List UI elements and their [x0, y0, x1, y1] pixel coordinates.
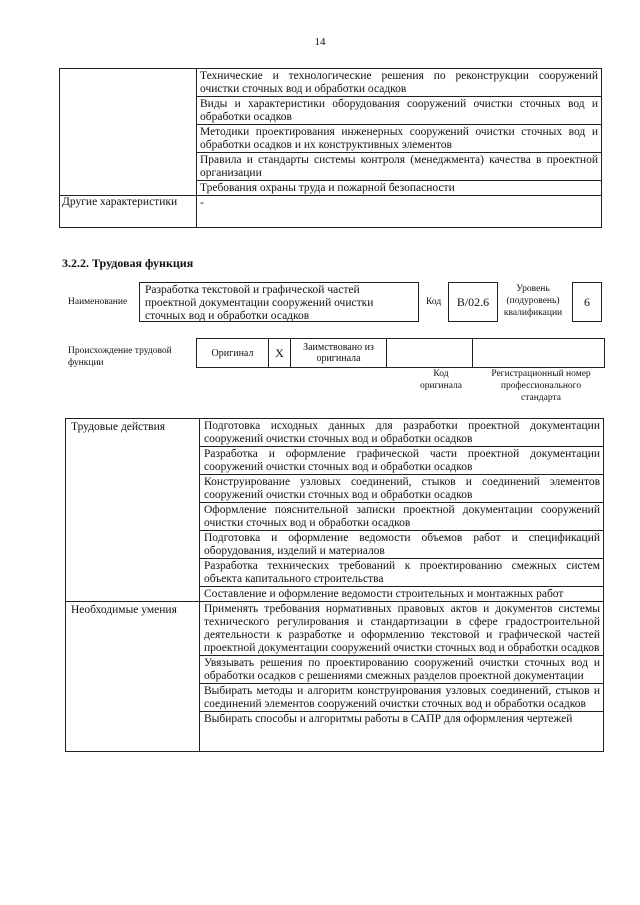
original-label: Оригинал — [197, 339, 269, 368]
origin-code-caption: Код оригинала — [420, 369, 462, 391]
origin-label: Происхождение трудовой функции — [68, 346, 172, 368]
qualification-level-box — [572, 282, 602, 322]
origin-reg-cell — [473, 339, 605, 368]
knowledge-item: Правила и стандарты системы контроля (менеджмента) качества в проектной организации — [197, 153, 602, 181]
name-label: Наименование — [68, 297, 128, 307]
qualification-level-value: 6 — [584, 294, 590, 309]
labor-action-item: Составление и оформление ведомости строительных и монтажных работ — [200, 587, 604, 602]
labor-action-item: Разработка и оформление графической части проектной документации сооружений очистки сточных вод и обработки осадков — [200, 447, 604, 475]
original-mark: X — [269, 339, 291, 368]
labor-action-item: Подготовка и оформление ведомости объемов работ и спецификаций оборудования, изделий и материалов — [200, 531, 604, 559]
knowledge-item: Технические и технологические решения по реконструкции сооружений очистки сточных вод и обработки осадков — [197, 69, 602, 97]
function-code-box — [448, 282, 498, 322]
skills-label: Необходимые умения — [66, 602, 200, 752]
skill-item: Выбирать способы и алгоритмы работы в САПР для оформления чертежей — [200, 712, 604, 752]
labor-action-item: Конструирование узловых соединений, стыков и соединений элементов сооружений очистки сточных вод и обработки осадков — [200, 475, 604, 503]
origin-reg-caption: Регистрационный номер профессионального стандарта — [491, 369, 591, 403]
page-number: 14 — [314, 36, 326, 48]
function-name-box — [139, 282, 419, 322]
section-title: 3.2.2. Трудовая функция — [62, 256, 194, 270]
knowledge-item: Требования охраны труда и пожарной безопасности — [197, 181, 602, 196]
labor-actions-label: Трудовые действия — [66, 419, 200, 602]
function-name-value: Разработка текстовой и графической частей проектной документации сооружений очистки сточных вод и обработки осадков — [145, 284, 374, 322]
other-characteristics-label: Другие характеристики — [60, 196, 197, 228]
origin-table — [196, 338, 605, 368]
qualification-level-label: Уровень (подуровень) квалификации — [503, 284, 563, 318]
knowledge-label-cell — [60, 69, 197, 196]
origin-code-cell — [387, 339, 473, 368]
labor-action-item: Разработка технических требований к проектированию смежных систем объекта капитального строительства — [200, 559, 604, 587]
knowledge-item: Виды и характеристики оборудования сооружений очистки сточных вод и обработки осадков — [197, 97, 602, 125]
other-characteristics-value: - — [197, 196, 602, 228]
labor-action-item: Подготовка исходных данных для разработки проектной документации сооружений очистки сточных вод и обработки осадков — [200, 419, 604, 447]
code-label: Код — [426, 297, 442, 307]
skill-item: Применять требования нормативных правовых актов и документов системы технического регулирования и стандартизации в сфере градостроительной деятельности к разработке и оформлению текстовой и графической частей проектной документации сооружений очистки сточных вод и обработки осадков — [200, 602, 604, 656]
skill-item: Выбирать методы и алгоритм конструирования узловых соединений, стыков и соединений элементов сооружений очистки сточных вод и обработки осадков — [200, 684, 604, 712]
labor-action-item: Оформление пояснительной записки проектной документации сооружений очистки сточных вод и обработки осадков — [200, 503, 604, 531]
skill-item: Увязывать решения по проектированию сооружений очистки сточных вод и обработки осадков с решениями смежных разделов проектной документации — [200, 656, 604, 684]
knowledge-table-continued — [59, 68, 602, 228]
function-details-table — [65, 418, 604, 752]
borrowed-label: Заимствовано из оригинала — [291, 339, 387, 368]
knowledge-item: Методики проектирования инженерных сооружений очистки сточных вод и обработки осадков и их конструктивных элементов — [197, 125, 602, 153]
function-code-value: B/02.6 — [456, 294, 490, 309]
